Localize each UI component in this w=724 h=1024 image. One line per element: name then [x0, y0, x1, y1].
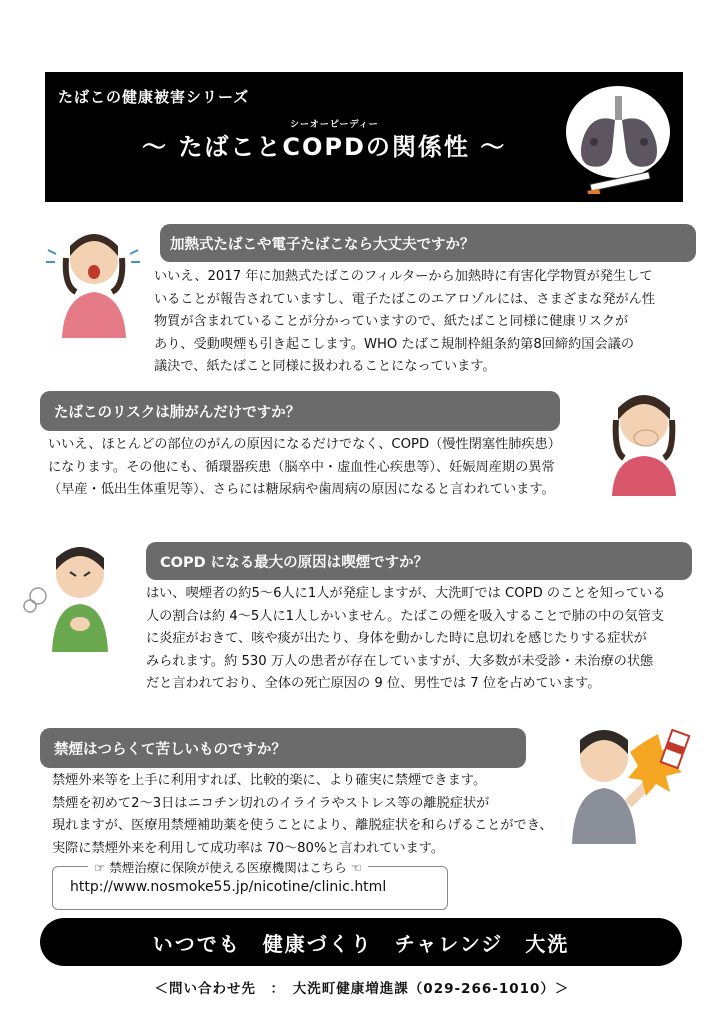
- answer-line: はい、喫煙者の約5～6人に1人が発症しますが、大洗町では COPD のことを知っている: [146, 586, 666, 601]
- clinic-label: [88, 858, 368, 876]
- page-title: ～ たばことCOPDの関係性 ～: [142, 133, 507, 161]
- slogan-banner: いつでも 健康づくり チャレンジ 大洗: [40, 918, 682, 966]
- clinic-label-text: 禁煙治療に保険が使える医療機関はこちら: [109, 860, 347, 875]
- answer-4: [52, 770, 553, 860]
- answer-line: みられます。約 530 万人の患者が存在していますが、大多数が未受診・未治療の状態: [146, 653, 654, 669]
- clinic-url-link[interactable]: http://www.nosmoke55.jp/nicotine/clinic.html: [70, 879, 387, 895]
- answer-2: [48, 434, 561, 502]
- man-refusing-cigarettes-icon: [566, 720, 696, 844]
- question-bar-4: 禁煙はつらくて苦しいものですか？: [40, 728, 526, 768]
- answer-line: 実際に禁煙外来を利用して成功率は 70～80%と言われています。: [52, 840, 445, 856]
- answer-line: いいえ、ほとんどの部位のがんの原因になるだけでなく、COPD（慢性閉塞性肺疾患）: [48, 437, 561, 452]
- answer-line: 禁煙を初めて2～3日はニコチン切れのイライラやストレス等の離脱症状が: [52, 795, 490, 811]
- question-bar-3: COPD になる最大の原因は喫煙ですか？: [146, 542, 692, 580]
- answer-line: いいえ、2017 年に加熱式たばこのフィルターから加熱時に有害化学物質が発生して: [154, 269, 653, 284]
- series-title: たばこの健康被害シリーズ: [58, 88, 250, 106]
- person-shocked-icon: [42, 226, 152, 338]
- answer-line: いることが報告されていますし、電子たばこのエアロゾルには、さまざまな発がん性: [154, 291, 656, 307]
- lungs-cigarette-icon: [560, 82, 680, 194]
- pointer-hand-icon: ☜: [350, 860, 362, 875]
- contact-info: ＜問い合わせ先 ： 大洗町健康増進課（029-266-1010）＞: [154, 981, 570, 997]
- answer-line: 物質が含まれていることが分かっていますので、紙たばこと同様に健康リスクが: [154, 314, 629, 329]
- answer-line: 現れますが、医療用禁煙補助薬を使うことにより、離脱症状を和らげることができ、: [52, 818, 553, 833]
- question-bar-1: 加熱式たばこや電子たばこなら大丈夫ですか？: [160, 224, 696, 262]
- answer-line: （早産・低出生体重児等）、さらには糖尿病や歯周病の原因になると言われています。: [48, 482, 555, 497]
- man-coughing-icon: [22, 540, 134, 652]
- answer-line: 人の割合は約 4～5人に1人しかいません。たばこの煙を吸入することで肺の中の気管支: [146, 608, 665, 624]
- answer-line: あり、受動喫煙も引き起こします。WHO たばこ規制枠組条約第8回締約国会議の: [154, 336, 635, 352]
- answer-line: だと言われており、全体の死亡原因の 9 位、男性では 7 位を占めています。: [146, 676, 601, 691]
- question-bar-2: たばこのリスクは肺がんだけですか？: [40, 391, 560, 431]
- answer-line: 禁煙外来等を上手に利用すれば、比較的楽に、より確実に禁煙できます。: [52, 773, 487, 788]
- answer-1: [154, 266, 655, 379]
- answer-line: になります。その他にも、循環器疾患（脳卒中・虚血性心疾患等）、妊娠周産期の異常: [48, 459, 555, 475]
- pointer-hand-icon: ☞: [94, 860, 106, 875]
- answer-line: に炎症がおきて、咳や痰が出たり、身体を動かした時に息切れを感じたりする症状が: [146, 631, 647, 646]
- answer-3: [146, 583, 666, 696]
- answer-line: 議決で、紙たばこと同様に扱われることになっています。: [154, 359, 496, 374]
- person-coughing-icon: [590, 386, 700, 496]
- copd-ruby: シーオーピーディー: [290, 120, 379, 130]
